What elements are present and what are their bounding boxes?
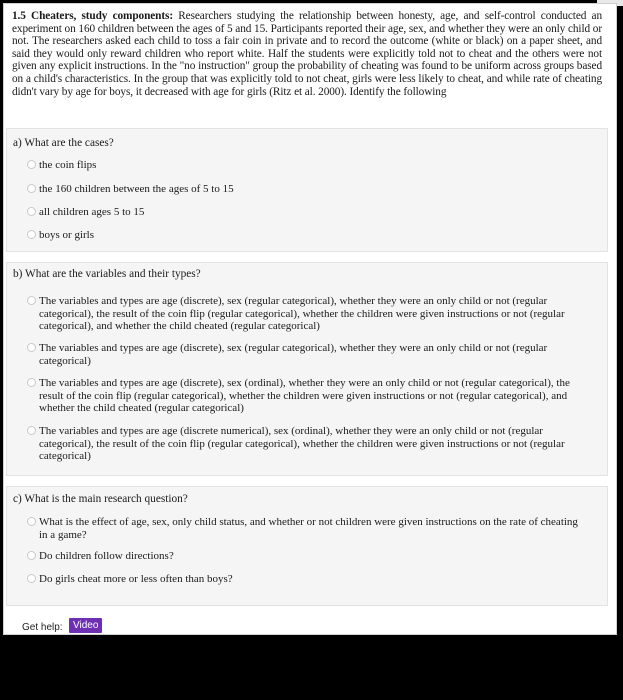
radio-button[interactable] bbox=[27, 296, 36, 305]
radio-button[interactable] bbox=[27, 160, 36, 169]
intro-heading: 1.5 Cheaters, study components: bbox=[12, 10, 173, 22]
question-a-title: a) What are the cases? bbox=[13, 137, 114, 149]
question-a-option-4[interactable] bbox=[35, 229, 595, 242]
radio-button[interactable] bbox=[27, 378, 36, 387]
radio-button[interactable] bbox=[27, 207, 36, 216]
radio-button[interactable] bbox=[27, 517, 36, 526]
intro-section bbox=[12, 10, 602, 98]
question-b-option-3[interactable] bbox=[35, 377, 587, 415]
question-b-option-4[interactable] bbox=[35, 425, 587, 463]
question-a-option-2[interactable] bbox=[35, 183, 595, 196]
video-button[interactable]: Video bbox=[69, 618, 102, 633]
option-label: The variables and types are age (discrete), sex (regular categorical), whether they were an only child or not (regular categorical), the result of the coin flip (regular categorical), whether the children were given instructions or not (regular categorical), and whether the child cheated (regular categorical) bbox=[39, 295, 565, 333]
radio-button[interactable] bbox=[27, 184, 36, 193]
question-b-title: b) What are the variables and their types? bbox=[13, 268, 201, 280]
question-c-option-1[interactable] bbox=[35, 516, 587, 541]
question-c-option-3[interactable] bbox=[35, 573, 587, 586]
question-c-block bbox=[6, 486, 608, 606]
question-b-option-2[interactable] bbox=[35, 342, 587, 367]
question-a-option-1[interactable] bbox=[35, 159, 595, 172]
question-b-block bbox=[6, 262, 608, 476]
option-label: all children ages 5 to 15 bbox=[39, 206, 145, 218]
question-a-block bbox=[6, 128, 608, 252]
radio-button[interactable] bbox=[27, 574, 36, 583]
option-label: the coin flips bbox=[39, 159, 97, 171]
question-a-option-3[interactable] bbox=[35, 206, 595, 219]
option-label: What is the effect of age, sex, only child status, and whether or not children were given instructions on the rate of cheating in a game? bbox=[39, 516, 578, 541]
radio-button[interactable] bbox=[27, 230, 36, 239]
option-label: the 160 children between the ages of 5 to 15 bbox=[39, 183, 234, 195]
intro-body: Researchers studying the relationship between honesty, age, and self-control conducted an experiment on 160 children between the ages of 5 and 15. Participants reported their age, sex, and whether they were an only child or not. The researchers asked each child to toss a fair coin in private and to record the outcome (white or black) on a paper sheet, and said they would only reward children who report white. Half the students were explicitly told not to cheat and the others were not given any explicit instructions. In the "no instruction" group the probability of cheating was found to be uniform across groups based on a child's characteristics. In the group that was explicitly told to not cheat, girls were less likely to cheat, and while rate of cheating didn't vary by age for boys, it decreased with age for girls (Ritz et al. 2000). Identify the following bbox=[12, 10, 602, 98]
option-label: The variables and types are age (discrete), sex (ordinal), whether they were an only child or not (regular categorical), the result of the coin flip (regular categorical), whether the children were given instructions or not (regular categorical), and whether the child cheated (regular categorical) bbox=[39, 377, 570, 415]
option-label: Do girls cheat more or less often than boys? bbox=[39, 573, 233, 585]
question-sheet bbox=[3, 3, 617, 635]
question-b-option-1[interactable] bbox=[35, 295, 587, 333]
radio-button[interactable] bbox=[27, 426, 36, 435]
option-label: The variables and types are age (discrete), sex (regular categorical), whether they were an only child or not (regular categorical) bbox=[39, 342, 548, 367]
intro-paragraph bbox=[12, 10, 602, 98]
option-label: The variables and types are age (discrete numerical), sex (ordinal), whether they were an only child or not (regular categorical), the result of the coin flip (regular categorical), whether the children were given instructions or not (regular categorical) bbox=[39, 425, 565, 463]
question-c-title: c) What is the main research question? bbox=[13, 493, 188, 505]
radio-button[interactable] bbox=[27, 551, 36, 560]
option-label: Do children follow directions? bbox=[39, 550, 174, 562]
option-label: boys or girls bbox=[39, 229, 94, 241]
question-c-option-2[interactable] bbox=[35, 550, 587, 563]
get-help-label: Get help: bbox=[22, 622, 63, 633]
radio-button[interactable] bbox=[27, 343, 36, 352]
